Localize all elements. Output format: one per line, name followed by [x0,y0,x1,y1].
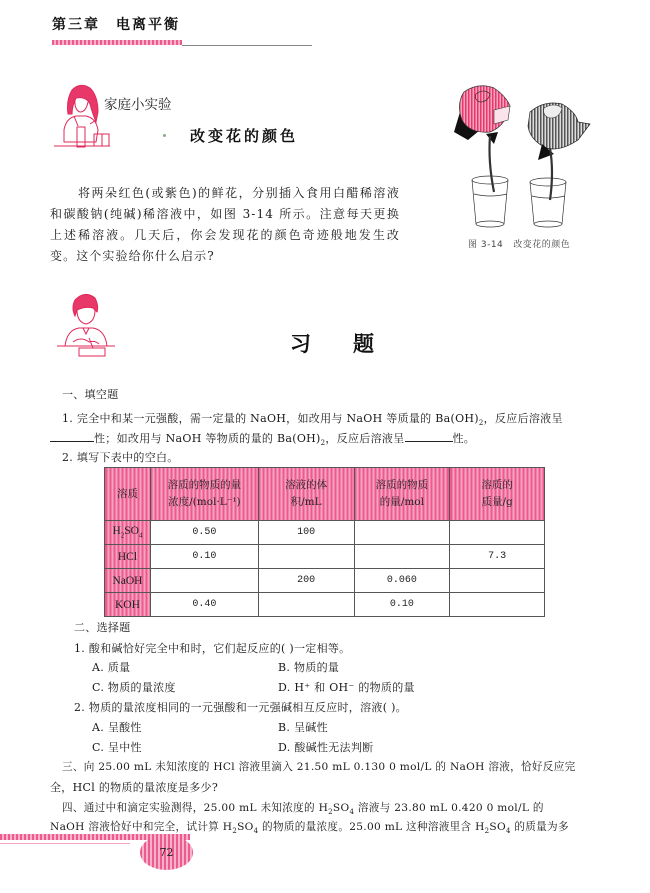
answer-blank-2[interactable] [405,431,453,442]
home-experiment-label: 家庭小实验 [104,97,172,113]
cell-mass[interactable] [450,593,545,617]
q2-option-d[interactable]: D. 酸碱性无法判断 [278,741,374,754]
cell-concentration: 0.50 [150,521,258,545]
cell-concentration: 0.40 [150,593,258,617]
cell-volume[interactable] [258,545,354,569]
roses-in-glasses-figure-icon [450,82,600,232]
chapter-title: 电离平衡 [116,17,180,33]
cell-volume: 200 [258,569,354,593]
section1-q1-line1: 1. 完全中和某一元强酸，需一定量的 NaOH，如改用与 NaOH 等质量的 $Ba(OH)_2$，反应后溶液呈 [62,412,563,428]
experiment-paragraph: 将两朵红色(或紫色)的鲜花，分别插入食用白醋稀溶液和碳酸钠(纯碱)稀溶液中，如图 3-14 所示。注意每天更换上述稀溶液。几天后，你会发现花的颜色奇迹般地发生改变。这个实验给你什么启示? [50,186,400,263]
section4-line2: NaOH 溶液恰好中和完全，试计算 $H_2SO_4$ 的物质的量浓度。25.00 mL 这种溶液里含 $H_2SO_4$ 的质量为多 [50,821,569,836]
section4-line1: 四、通过中和滴定实验测得，25.00 mL 未知浓度的 $H_2SO_4$ 溶液与 23.80 mL 0.420 0 mol/L 的 [62,802,544,817]
section1-heading: 一、填空题 [62,388,119,401]
header-volume: 溶液的体 积/mL [258,468,354,521]
exercises-title-char2: 题 [353,332,374,356]
section3-line2: 全，HCl 的物质的量浓度是多少? [50,781,219,794]
header-mass: 溶质的 质量/g [450,468,545,521]
cell-amount[interactable] [354,545,450,569]
table-row [105,593,545,617]
exercises-title [290,328,374,358]
page-number-badge [140,835,193,870]
chapter-header [52,14,180,34]
q1-option-a[interactable]: A. 质量 [92,661,131,674]
table-header-row [105,468,545,521]
cell-volume: 100 [258,521,354,545]
header-rule [182,45,312,46]
cell-volume[interactable] [258,593,354,617]
cell-concentration[interactable] [150,569,258,593]
chapter-number: 第三章 [52,17,100,33]
cell-mass: 7.3 [450,545,545,569]
figure-number: 图 3-14 [468,240,504,250]
q2-option-b[interactable]: B. 呈碱性 [278,721,328,734]
girl-experiment-illustration-icon [50,82,110,152]
row-solute: NaOH [105,569,151,593]
figure-caption-text: 改变花的颜色 [513,240,571,250]
cell-mass[interactable] [450,521,545,545]
section2-q2: 2. 物质的量浓度相同的一元强酸和一元强碱相互反应时，溶液( )。 [74,701,407,714]
cell-mass[interactable] [450,569,545,593]
table-row [105,569,545,593]
q1-option-b[interactable]: B. 物质的量 [278,661,340,674]
q2-option-c[interactable]: C. 呈中性 [92,741,142,754]
decorative-dot [163,134,166,137]
section2-q1: 1. 酸和碱恰好完全中和时，它们起反应的( )一定相等。 [74,642,351,655]
solution-data-table [104,467,545,617]
section1-q2: 2. 填写下表中的空白。 [62,451,179,464]
row-solute: KOH [105,593,151,617]
header-stripe [52,40,182,45]
exercises-title-char1: 习 [290,332,311,356]
row-solute: HCl [105,545,151,569]
section2-heading: 二、选择题 [74,621,131,634]
page-number: 72 [159,846,174,859]
q1-option-c[interactable]: C. 物质的量浓度 [92,681,176,694]
cell-amount: 0.060 [354,569,450,593]
header-concentration: 溶质的物质的量 浓度/(mol·L⁻¹) [150,468,258,521]
cell-amount: 0.10 [354,593,450,617]
cell-concentration: 0.10 [150,545,258,569]
footer-stripe-thin [0,843,130,844]
answer-blank-1[interactable] [50,431,94,442]
row-solute: $H_2SO_4$ [105,521,151,545]
section1-q1-line2: 性；如改用与 NaOH 等物质的量的 $Ba(OH)_2$，反应后溶液呈 性。 [50,430,475,447]
figure-caption [468,237,570,250]
q1-option-d[interactable]: D. H⁺ 和 OH⁻ 的物质的量 [278,681,415,694]
boy-writing-illustration-icon [55,290,117,358]
section3-line1: 三、向 25.00 mL 未知浓度的 HCl 溶液里滴入 21.50 mL 0.130 0 mol/L 的 NaOH 溶液，恰好反应完 [62,761,576,773]
table-row [105,545,545,569]
experiment-title: 改变花的颜色 [190,127,299,145]
header-amount: 溶质的物质 的量/mol [354,468,450,521]
cell-amount[interactable] [354,521,450,545]
table-row [105,521,545,545]
q2-option-a[interactable]: A. 呈酸性 [92,721,142,734]
header-solute: 溶质 [105,468,151,521]
